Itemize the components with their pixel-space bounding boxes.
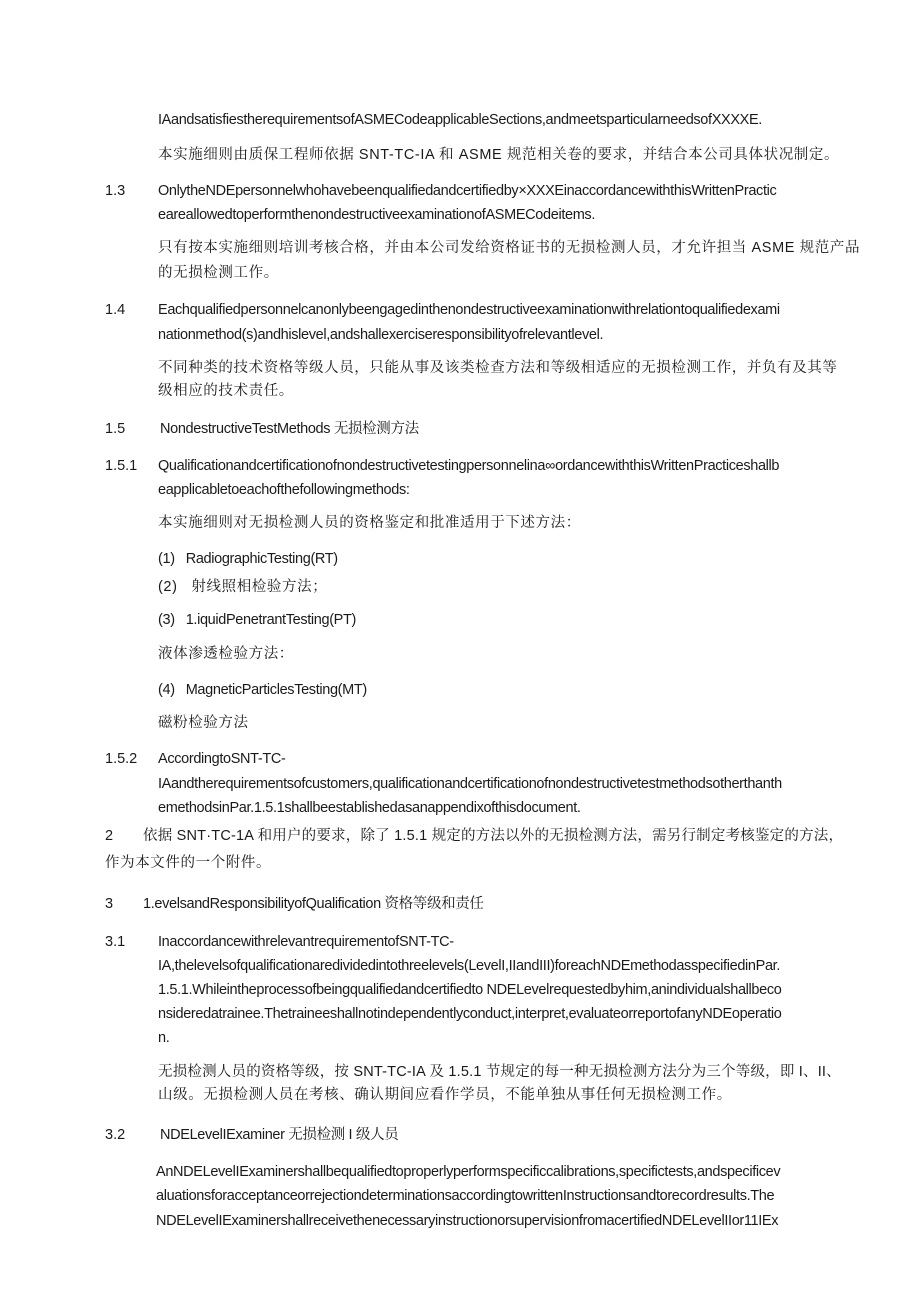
text-line: eapplicabletoeachofthefollowingmethods: bbox=[158, 482, 410, 498]
text-line: AnNDELevelIExaminershallbequalifiedtoproperlyperformspecificcalibrations,specifictests,andspecificev bbox=[156, 1164, 781, 1180]
section-heading: NDELevelIExaminer 无损检测 I 级人员 bbox=[160, 1127, 399, 1143]
section-number: 1.3 bbox=[105, 183, 126, 199]
text-line: 依据 SNT·TC-1A 和用户的要求，除了 1.5.1 规定的方法以外的无损检测方法，需另行制定考核鉴定的方法， bbox=[143, 828, 844, 844]
section-number: 1.5 bbox=[105, 421, 126, 437]
text-line: 的无损检测工作。 bbox=[158, 265, 279, 281]
text-line: IAandtherequirementsofcustomers,qualificationandcertificationofnondestructivetestmethodsotherthanth bbox=[158, 776, 782, 792]
text-line: InaccordancewithrelevantrequirementofSNT-TC- bbox=[158, 934, 454, 950]
text-line: 无损检测人员的资格等级，按 SNT-TC-IA 及 1.5.1 节规定的每一种无损检测方法分为三个等级，即 I、II、 bbox=[158, 1064, 841, 1080]
text-line: aluationsforacceptanceorrejectiondeterminationsaccordingtowrittenInstructionsandtorecordresults.The bbox=[156, 1188, 775, 1204]
text-line: n. bbox=[158, 1030, 170, 1046]
text-line: 不同种类的技术资格等级人员，只能从事及该类检查方法和等级相适应的无损检测工作，并负有及其等 bbox=[158, 360, 838, 376]
section-number: 1.4 bbox=[105, 302, 126, 318]
text-line: AccordingtoSNT-TC- bbox=[158, 751, 286, 767]
text-line: 本实施细则由质保工程师依据 SNT-TC-IA 和 ASME 规范相关卷的要求，并结合本公司具体状况制定。 bbox=[158, 147, 840, 163]
section-number: 3 bbox=[105, 896, 114, 912]
list-item: (1) RadiographicTesting(RT) bbox=[158, 551, 338, 567]
section-heading: 1.evelsandResponsibilityofQualification 资格等级和责任 bbox=[143, 896, 484, 912]
list-item: (2) 射线照相检验方法； bbox=[158, 579, 328, 595]
list-item: 磁粉检验方法 bbox=[158, 715, 249, 731]
section-number: 1.5.2 bbox=[105, 751, 138, 767]
text-line: Eachqualifiedpersonnelcanonlybeengagedinthenondestructiveexaminationwithrelationtoqualifiedexami bbox=[158, 302, 780, 318]
section-heading: NondestructiveTestMethods 无损检测方法 bbox=[160, 421, 419, 437]
text-line: IAandsatisfiestherequirementsofASMECodeapplicableSections,andmeetsparticularneedsofXXXXE. bbox=[158, 112, 762, 128]
text-line: 级相应的技术责任。 bbox=[158, 383, 294, 399]
text-line: nsideredatrainee.Thetraineeshallnotindependentlyconduct,interpret,evaluateorreportofanyNDEoperatio bbox=[158, 1006, 782, 1022]
text-line: 1.5.1.Whileintheprocessofbeingqualifiedandcertifiedto NDELevelrequestedbyhim,anindividualshallbeco bbox=[158, 982, 782, 998]
section-number: 3.2 bbox=[105, 1127, 126, 1143]
text-line: NDELevelIExaminershallreceivethenecessaryinstructionorsupervisionfromacertifiedNDELevelIIor11IEx bbox=[156, 1213, 779, 1229]
list-item: (4) MagneticParticlesTesting(MT) bbox=[158, 682, 367, 698]
text-line: OnlytheNDEpersonnelwhohavebeenqualifiedandcertifiedby×XXXEinaccordancewiththisWrittenPractic bbox=[158, 183, 777, 199]
text-line: nationmethod(s)andhislevel,andshallexerciseresponsibilityofrelevantlevel. bbox=[158, 327, 604, 343]
text-line: 只有按本实施细则培训考核合格，并由本公司发给资格证书的无损检测人员，才允许担当 ASME 规范产品 bbox=[158, 240, 861, 256]
text-line: 山级。无损检测人员在考核、确认期间应看作学员，不能单独从事任何无损检测工作。 bbox=[158, 1087, 732, 1103]
text-line: Qualificationandcertificationofnondestructivetestingpersonnelina∞ordancewiththisWrittenPracticeshallb bbox=[158, 458, 780, 474]
list-item: 液体渗透检验方法： bbox=[158, 646, 294, 662]
text-line: IA,thelevelsofqualificationaredividedintothreelevels(LevelI,IIandIII)foreachNDEmethodasspecifiedinPar. bbox=[158, 958, 781, 974]
section-number: 3.1 bbox=[105, 934, 126, 950]
section-number: 1.5.1 bbox=[105, 458, 138, 474]
list-item: (3) 1.iquidPenetrantTesting(PT) bbox=[158, 612, 356, 628]
text-line: emethodsinPar.1.5.1shallbeestablishedasanappendixofthisdocument. bbox=[158, 800, 581, 816]
section-number: 2 bbox=[105, 828, 114, 844]
text-line: eareallowedtoperformthenondestructiveexaminationofASMECodeitems. bbox=[158, 207, 596, 223]
text-line: 作为本文件的一个附件。 bbox=[105, 855, 272, 871]
text-line: 本实施细则对无损检测人员的资格鉴定和批准适用于下述方法： bbox=[158, 515, 581, 531]
